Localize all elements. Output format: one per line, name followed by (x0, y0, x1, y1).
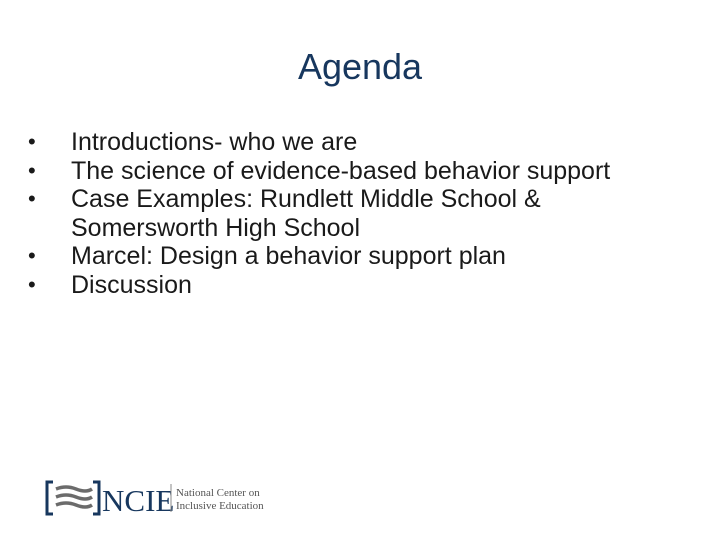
bullet-icon: • (28, 186, 36, 211)
agenda-item-text: The science of evidence-based behavior support (71, 156, 611, 185)
left-bracket-icon (47, 482, 53, 514)
logo-line-2: Inclusive Education (176, 500, 264, 512)
bullet-icon: • (28, 271, 36, 297)
agenda-item (28, 128, 668, 157)
ncie-logo-graphic (44, 478, 284, 518)
bullet-icon: • (28, 157, 36, 183)
flag-icon (56, 487, 92, 507)
agenda-list (28, 128, 668, 299)
agenda-item-text: Case Examples: Rundlett Middle School & Somersworth High School (71, 185, 541, 242)
bullet-icon: • (28, 243, 36, 268)
agenda-item (28, 271, 668, 300)
ncie-logo (44, 478, 284, 518)
agenda-item-text: Discussion (71, 270, 192, 299)
agenda-item (28, 185, 668, 242)
right-bracket-icon (93, 482, 99, 514)
slide-title: Agenda (297, 46, 423, 87)
agenda-item-text: Introductions- who we are (71, 128, 358, 156)
agenda-item (28, 157, 668, 186)
bullet-icon: • (28, 129, 36, 154)
logo-acronym: NCIE (102, 483, 175, 518)
agenda-item (28, 242, 668, 271)
logo-line-1: National Center on (176, 487, 260, 499)
agenda-item-text: Marcel: Design a behavior support plan (71, 242, 506, 270)
